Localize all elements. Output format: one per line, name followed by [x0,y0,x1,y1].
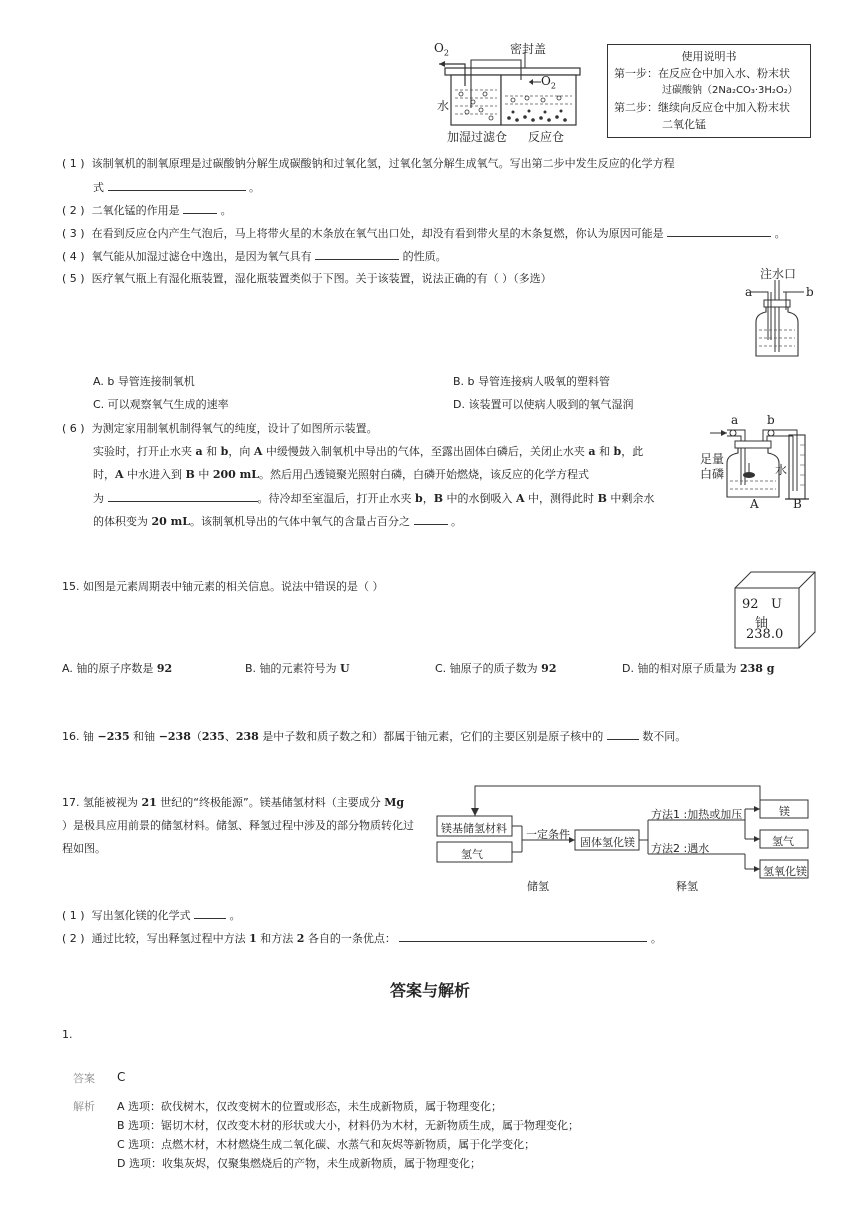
humidifier-bottle-diagram [742,280,812,360]
flow-method2: 方法2 :遇水 [651,842,710,855]
cylinder-b-label: B [793,497,802,511]
answer-blank[interactable] [399,929,647,942]
instructions-box [607,44,811,138]
seal-lid-label: 密封盖 [510,42,547,56]
water-label: 水 [437,99,450,113]
q15-option-a[interactable]: A. 铀的原子序数是 92 [62,662,173,675]
q14-part3: ( 3 ) 在看到反应仓内产生气泡后，马上将带火星的木条放在氧气出口处，却没有看到带火星的木条复燃，你认为原因可能是 。 [62,224,786,241]
q14-option-a[interactable]: A. b 导管连接制氧机 [93,375,195,388]
analysis-line-c: C 选项：点燃木材，木材燃烧生成二氧化碳、水蒸气和灰烬等新物质，属于化学变化； [117,1138,536,1151]
answers-heading: 答案与解析 [390,981,471,1000]
q14-option-d[interactable]: D. 该装置可以使病人吸到的氧气湿润 [453,398,634,411]
q14-part6-line3: 时，A 中水进入到 B 中 200 mL。然后用凸透镜聚光照射白磷，白磷开始燃烧，该反应的化学方程式 [93,468,590,481]
instructions-step1-cont: 过碳酸钠（2Na₂CO₃·3H₂O₂） [662,85,798,96]
flow-out-hydroxide: 氢氧化镁 [763,865,807,878]
flow-condition: 一定条件 [526,828,570,841]
q15-option-b[interactable]: B. 铀的元素符号为 U [245,662,350,675]
q14-option-c[interactable]: C. 可以观察氧气生成的速率 [93,398,229,411]
flow-release-label: 释氢 [676,880,698,893]
answer-blank[interactable] [108,178,246,191]
q14-part4: ( 4 ) 氧气能从加湿过滤仓中逸出，是因为氧气具有 的性质。 [62,247,447,264]
answer-blank[interactable] [414,512,448,525]
humidifier-chamber-label: 加湿过滤仓 [447,130,508,144]
element-symbol: U [771,597,782,612]
q17-stem-line1: 17. 氢能被视为 21 世纪的“终极能源”。镁基储氢材料（主要成分 Mg [62,796,405,809]
instructions-step1: 第一步：在反应仓中加入水、粉末状 [614,67,790,80]
answer-blank[interactable] [108,489,258,502]
q14-part6-line5: 的体积变为 20 mL。该制氧机导出的气体中氧气的含量占百分之 。 [93,512,462,529]
flow-store-label: 储氢 [527,880,549,893]
q14-part1-cont: 式 。 [93,178,260,195]
answer-blank[interactable] [667,224,771,237]
element-name: 铀 [755,616,769,631]
q14-part2: ( 2 ) 二氧化锰的作用是 。 [62,201,232,218]
q17-part2: ( 2 ) 通过比较，写出释氢过程中方法 1 和方法 2 各自的一条优点： 。 [62,929,662,946]
q17-part1: ( 1 ) 写出氢化镁的化学式 。 [62,906,241,923]
phosphorus-label-1: 足量 [700,452,725,466]
analysis-line-a: A 选项：砍伐树木，仅改变树木的位置或形态，未生成新物质，属于物理变化； [117,1100,503,1113]
answer-blank[interactable] [607,727,639,740]
flow-mg-material: 镁基储氢材料 [441,822,507,835]
phosphorus-label-2: 白磷 [700,467,725,481]
q15-stem: 15. 如图是元素周期表中铀元素的相关信息。说法中错误的是（ ） [62,580,384,593]
reaction-chamber-label: 反应仓 [528,130,565,144]
answer-blank[interactable] [183,201,217,214]
q14-part5: ( 5 ) 医疗氧气瓶上有湿化瓶装置，湿化瓶装置类似于下图。关于该装置，说法正确的有（ ）（多选） [62,272,552,285]
flow-solid-hydride: 固体氢化镁 [580,836,635,849]
element-number: 92 [742,597,759,612]
flow-method1: 方法1 :加热或加压 [651,808,743,821]
q14-option-b[interactable]: B. b 导管连接病人吸氧的塑料管 [453,375,611,388]
answers-question-number: 1. [62,1028,73,1041]
o2-left-label: $O_2$ [434,41,449,58]
humidifier-top-label: 注水口 [760,267,797,281]
flow-hydrogen-in: 氢气 [461,848,483,861]
bottle-a-label: A [750,497,759,511]
q17-stem-line3: 程如图。 [62,842,106,855]
instructions-step2: 第二步：继续向反应仓中加入粉末状 [614,101,790,114]
o2-right-label: $O_2$ [541,74,556,91]
q14-part6-line2: 实验时，打开止水夹 a 和 b，向 A 中缓慢鼓入制氧机中导出的气体，至露出固体白磷后，关闭止水夹 a 和 b，此 [93,445,644,458]
answer-label: 答案 [73,1072,95,1085]
analysis-label: 解析 [73,1100,95,1113]
instructions-title: 使用说明书 [681,50,737,63]
answer-value: C [117,1070,126,1084]
q14-part1: ( 1 ) 该制氧机的制氧原理是过碳酸钠分解生成碳酸钠和过氧化氢，过氧化氢分解生成氧气。写出第二步中发生反应的化学方程 [62,157,675,170]
humidifier-b-label: b [806,285,814,299]
q17-stem-line2: ）是极具应用前景的储氢材料。储氢、释氢过程中涉及的部分物质转化过 [62,819,414,832]
element-mass: 238.0 [746,627,784,642]
setup-b-label: b [767,413,775,427]
q14-part6: ( 6 ) 为测定家用制氧机制得氧气的纯度，设计了如图所示装置。 [62,422,378,435]
q15-option-d[interactable]: D. 铀的相对原子质量为 238 g [622,662,775,675]
q16-stem: 16. 铀 −235 和铀 −238（235、238 是中子数和质子数之和）都属于铀元素，它们的主要区别是原子核中的 数不同。 [62,727,686,744]
humidifier-a-label: a [745,285,753,299]
instructions-step2-cont: 二氧化锰 [662,118,706,131]
analysis-line-b: B 选项：锯切木材，仅改变木材的形状或大小，材料仍为木材，无新物质生成，属于物理变化； [117,1119,580,1132]
answer-blank[interactable] [194,906,226,919]
answer-blank[interactable] [315,247,399,260]
q15-option-c[interactable]: C. 铀原子的质子数为 92 [435,662,557,675]
setup-water-label: 水 [775,463,788,477]
flow-out-h2: 氢气 [772,835,794,848]
analysis-line-d: D 选项：收集灰烬，仅聚集燃烧后的产物，未生成新物质，属于物理变化； [117,1157,481,1170]
flow-out-mg: 镁 [779,805,790,818]
q14-part6-line4: 为 。待冷却至室温后，打开止水夹 b，B 中的水倒吸入 A 中，测得此时 B 中剩余水 [93,489,654,506]
setup-a-label: a [731,413,739,427]
